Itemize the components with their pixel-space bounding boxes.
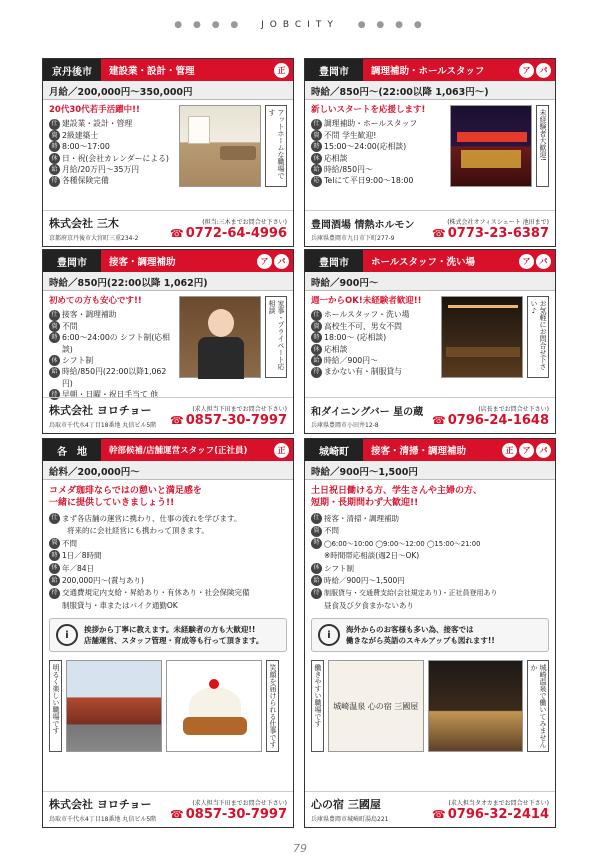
phone-number-text: 0773-23-6387 [447, 225, 549, 241]
row-marker: 資 [311, 526, 322, 537]
phone-number-text: 0796-24-1648 [447, 412, 549, 428]
row-marker: 給 [311, 355, 322, 366]
info-icon: i [318, 624, 340, 646]
info-icon: i [56, 624, 78, 646]
wage-bar: 時給／900円〜 [305, 272, 555, 291]
detail-row: 1日／8時間 [62, 551, 102, 561]
phone-number[interactable] [170, 807, 287, 822]
row-marker: 仕 [49, 310, 60, 321]
employment-tags [519, 250, 555, 272]
region-label: 城崎町 [319, 446, 349, 458]
row-marker: 時 [49, 141, 60, 152]
detail-row: 不問 [62, 538, 77, 548]
row-marker: 資 [49, 130, 60, 141]
phone-number[interactable] [170, 413, 287, 428]
photo-inn-sign [328, 660, 424, 752]
detail-row: 不問 学生歓迎! [324, 130, 377, 140]
row-marker: 仕 [311, 119, 322, 130]
card-footer [43, 397, 293, 433]
photo-cafe-building [66, 660, 162, 752]
masthead-title: JOBCITY [261, 20, 339, 30]
row-marker: 給 [49, 575, 60, 586]
row-marker: 仕 [49, 119, 60, 130]
detail-row: 18:00〜 (応相談) [324, 333, 387, 343]
detail-row: 時給/850円(22:00以降1,062円) [62, 367, 167, 388]
phone-number[interactable] [170, 226, 287, 241]
company-address: 兵庫県豊岡市小田井12-8 [311, 421, 379, 429]
detail-row: まかない有・制服貸与 [324, 367, 402, 377]
employment-tag: 正 [274, 443, 289, 458]
detail-row: 日・祝(会社カレンダーによる) [62, 153, 169, 163]
card-header [305, 439, 555, 461]
side-caption: アットホームな職場です [265, 105, 287, 187]
detail-row: まず各店舗の運営に携わり、仕事の流れを学びます。 [62, 514, 242, 523]
detail-row: 時給/850円〜 [324, 165, 373, 175]
contact-note: (担当:三木までお問合せ下さい) [202, 218, 287, 226]
photo-inn-exterior [428, 660, 524, 752]
phone-icon: ☎ [170, 807, 184, 821]
employment-tags [274, 59, 293, 81]
detail-row: 不問 [62, 321, 78, 331]
employment-tag: 正 [274, 63, 289, 78]
region-label: 豊岡市 [319, 257, 349, 269]
job-card-c4 [304, 249, 556, 434]
row-marker: 給 [311, 575, 322, 586]
job-title: 接客・清掃・調理補助 [363, 439, 502, 461]
row-marker: 時 [49, 332, 60, 343]
employment-tags [274, 439, 293, 461]
region-label: 各 地 [57, 446, 87, 458]
company-address: 京都府京丹後市大宮町三重234-2 [49, 235, 139, 242]
employment-tag: パ [536, 63, 551, 78]
detail-row: 200,000円〜(賞与あり) [62, 576, 144, 586]
catch-copy: 初めての方も安心です!! [49, 296, 142, 306]
company-name: 豊岡酒場 情熱ホルモン [311, 219, 415, 231]
employment-tag: 正 [502, 443, 517, 458]
detail-row: 接客・調理補助 [62, 310, 117, 320]
masthead [0, 20, 600, 40]
catch-copy: 短期・長期問わず大歓迎!! [311, 498, 419, 508]
catch-copy: 週一からOK!未経験者歓迎!! [311, 296, 422, 306]
detail-row: 応相談 [324, 153, 348, 163]
phone-number[interactable] [432, 226, 549, 241]
phone-number[interactable] [432, 807, 549, 822]
company-name: 株式会社 ヨロチョー [49, 404, 152, 417]
row-marker: 給 [311, 164, 322, 175]
row-marker: 待 [311, 588, 322, 599]
detail-row: 交通費規定内支給・昇給あり・有休あり・社会保険完備 [62, 588, 250, 598]
side-caption: 家事・プライベート応相談 [265, 296, 287, 378]
company-address: 兵庫県豊岡市九日市下町277-9 [311, 234, 395, 242]
photo-storefront [450, 105, 532, 187]
card-header [43, 59, 293, 81]
detail-row: 建設業・設計・管理 [62, 119, 133, 129]
catch-copy: 土日祝日働ける方、学生さんや主婦の方、 [311, 486, 483, 496]
employment-tag: ア [519, 63, 534, 78]
company-name: 心の宿 三國屋 [311, 798, 381, 811]
job-card-c5 [42, 438, 294, 828]
job-details [49, 105, 175, 187]
catch-copy: コメダ珈琲ならではの憩いと満足感を [49, 486, 202, 496]
company-name: 株式会社 ヨロチョー [49, 798, 152, 811]
photo-dessert [166, 660, 262, 752]
company-address: 兵庫県豊岡市城崎町湯島221 [311, 816, 389, 823]
region-label: 豊岡市 [319, 66, 349, 78]
job-card-c2 [304, 58, 556, 247]
employment-tag: ア [257, 254, 272, 269]
wage-bar: 時給／850円〜(22:00以降 1,063円〜) [305, 81, 555, 100]
row-marker: 休 [49, 355, 60, 366]
card-footer [43, 791, 293, 827]
detail-row: 8:00〜17:00 [62, 142, 110, 152]
row-marker: 資 [311, 130, 322, 141]
detail-row: Telにて平日9:00〜18:00 [324, 176, 414, 186]
phone-icon: ☎ [432, 226, 446, 240]
row-marker: 時 [311, 538, 322, 549]
catch-copy: 20代30代若手活躍中!! [49, 105, 140, 115]
row-marker: 待 [49, 588, 60, 599]
job-card-c3 [42, 249, 294, 434]
card-footer [305, 791, 555, 827]
job-title: 建設業・設計・管理 [101, 59, 274, 81]
detail-row: 時給／900円〜1,500円 [324, 576, 405, 586]
card-footer [305, 397, 555, 433]
row-marker: 仕 [311, 513, 322, 524]
contact-note: (求人担当下田までお問合せ下さい) [192, 799, 287, 807]
row-marker: 休 [49, 563, 60, 574]
row-marker: 給 [49, 164, 60, 175]
employment-tags [502, 439, 555, 461]
detail-row: 各種保険完備 [62, 176, 109, 186]
detail-row: 接客・清掃・調理補助 [324, 514, 399, 523]
detail-row: 早朝・日曜・祝日手当て 他 [62, 390, 159, 400]
detail-row: 月給/20万円〜35万円 [62, 165, 140, 175]
row-marker: 応 [311, 176, 322, 187]
job-details [311, 513, 549, 612]
detail-row: 制服貸与・交通費支給(会社規定あり)・正社員登用あり [324, 589, 498, 598]
contact-note: (求人担当タオカまでお問合せ下さい) [448, 799, 549, 807]
catch-copy: 新しいスタートを応援します! [311, 105, 426, 115]
side-caption-left: 明るく楽しい職場です [49, 660, 62, 752]
phone-icon: ☎ [170, 226, 184, 240]
side-caption-right: 城崎温泉で働いてみませんか [527, 660, 549, 752]
detail-row: 高校生不可、男女不問 [324, 321, 402, 331]
job-details [49, 296, 175, 401]
phone-number-text: 0796-32-2414 [447, 806, 549, 822]
employment-tags [257, 250, 293, 272]
row-marker: 資 [49, 321, 60, 332]
note-line: 店舗運営、スタッフ管理・育成等も行って頂きます。 [84, 636, 264, 646]
job-title: 接客・調理補助 [101, 250, 257, 272]
row-marker: 時 [311, 332, 322, 343]
job-title: ホールスタッフ・洗い場 [363, 250, 519, 272]
card-header [305, 59, 555, 81]
detail-row: 応相談 [324, 344, 348, 354]
employment-tag: パ [536, 443, 551, 458]
detail-row: ※時間帯応相談(週2日〜OK) [324, 551, 420, 561]
company-address: 鳥取市千代水4丁目18番地 丸信ビル5階 [49, 422, 157, 429]
row-marker: 時 [49, 550, 60, 561]
row-marker: 仕 [311, 310, 322, 321]
card-header [305, 250, 555, 272]
side-caption: 未経験者大歓迎! [536, 105, 549, 187]
row-marker: 休 [49, 153, 60, 164]
row-marker: 時 [311, 141, 322, 152]
inn-sign-text: 城崎温泉 心の宿 三國屋 [333, 701, 419, 711]
card-header [43, 250, 293, 272]
employment-tag: パ [536, 254, 551, 269]
job-card-c6 [304, 438, 556, 828]
region-label: 豊岡市 [57, 257, 87, 269]
phone-icon: ☎ [170, 413, 184, 427]
detail-row: 年／84日 [62, 563, 95, 573]
wage-bar: 時給／900円〜1,500円 [305, 461, 555, 480]
row-marker: 休 [311, 563, 322, 574]
job-title: 幹部候補/店舗運営スタッフ(正社員) [101, 439, 274, 461]
phone-icon: ☎ [432, 413, 446, 427]
detail-row: シフト制 [62, 356, 94, 366]
job-details [311, 296, 437, 378]
card-header [43, 439, 293, 461]
row-marker: 休 [311, 344, 322, 355]
row-marker: 休 [311, 153, 322, 164]
note-line: 挨拶から丁寧に教えます。未経験者の方も大歓迎!! [84, 625, 256, 635]
phone-number[interactable] [432, 413, 549, 428]
job-details [49, 513, 287, 612]
side-caption: お気軽にお問合せ下さい♪ [527, 296, 549, 378]
row-marker: 資 [311, 321, 322, 332]
company-name: 株式会社 三木 [49, 217, 119, 230]
detail-row: ◯6:00〜10:00 ◯9:00〜12:00 ◯15:00〜21:00 [324, 539, 481, 548]
row-marker: 待 [49, 176, 60, 187]
wage-bar: 月給／200,000円〜350,000円 [43, 81, 293, 100]
masthead-dots-left: ● ● ● ● [174, 20, 243, 30]
contact-note: (店長までお問合せ下さい) [478, 405, 549, 413]
masthead-dots-right: ● ● ● ● [357, 20, 426, 30]
detail-row: 6:00〜24:00の シフト制(応相談) [62, 333, 170, 354]
employment-tag: パ [274, 254, 289, 269]
phone-number-text: 0857-30-7997 [185, 806, 287, 822]
job-title: 調理補助・ホールスタッフ [363, 59, 519, 81]
row-marker: 待 [49, 389, 60, 400]
wage-bar: 時給／850円(22:00以降 1,062円) [43, 272, 293, 291]
region-label: 京丹後市 [52, 66, 92, 78]
employment-tag: ア [519, 443, 534, 458]
detail-row: 15:00〜24:00(応相談) [324, 142, 407, 152]
row-marker: 仕 [49, 513, 60, 524]
photo-bar-interior [441, 296, 523, 378]
phone-number-text: 0857-30-7997 [185, 412, 287, 428]
detail-row: 時給／900円〜 [324, 356, 378, 366]
photo-living-room [179, 105, 261, 187]
employment-tag: ア [519, 254, 534, 269]
phone-icon: ☎ [432, 807, 446, 821]
photo-staff-smiling [179, 296, 261, 378]
detail-row: 2級建築士 [62, 130, 99, 140]
detail-row: 将来的に会社経営にも携わって頂きます。 [67, 526, 209, 536]
detail-row: 不問 [324, 526, 339, 536]
catch-copy: 一緒に提供していきましょう!! [49, 498, 175, 508]
phone-number-text: 0772-64-4996 [185, 225, 287, 241]
note-box [49, 618, 287, 652]
detail-row: 制服貸与・車またはバイク通勤OK [62, 600, 178, 610]
company-name: 和ダイニングバー 星の蔵 [311, 406, 424, 418]
side-caption-left: 働きやすい職場です [311, 660, 324, 752]
card-footer [305, 210, 555, 246]
row-marker: 資 [49, 538, 60, 549]
contact-note: (株式会社オフィスシェート 池田まで) [447, 218, 549, 226]
detail-row: 調理補助・ホールスタッフ [324, 119, 418, 129]
note-line: 海外からのお客様も多い為、接客では [346, 625, 474, 635]
job-card-c1 [42, 58, 294, 247]
note-line: 働きながら英語のスキルアップも図れます!! [346, 636, 495, 646]
note-box [311, 618, 549, 652]
job-details [311, 105, 446, 187]
side-caption-right: 笑顔を届けられる仕事です [266, 660, 279, 752]
row-marker: 待 [311, 367, 322, 378]
page-number: 79 [293, 842, 307, 855]
contact-note: (求人担当下田までお問合せ下さい) [192, 405, 287, 413]
detail-row: 昼食及び夕食まかないあり [324, 600, 414, 610]
company-address: 鳥取市千代水4丁目18番地 丸信ビル5階 [49, 816, 157, 823]
employment-tags [519, 59, 555, 81]
detail-row: ホールスタッフ・洗い場 [324, 310, 410, 320]
row-marker: 給 [49, 367, 60, 378]
card-footer [43, 210, 293, 246]
detail-row: シフト制 [324, 563, 354, 573]
wage-bar: 給料／200,000円〜 [43, 461, 293, 480]
